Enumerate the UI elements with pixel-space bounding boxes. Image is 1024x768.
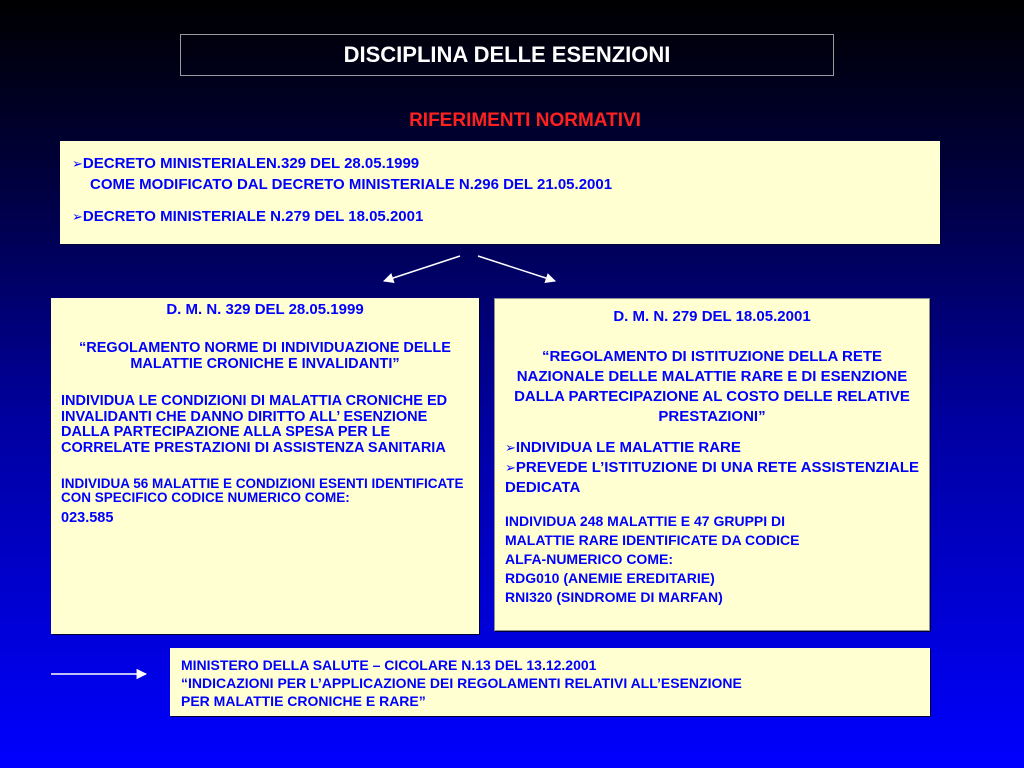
reference-text-1: DECRETO MINISTERIALEN.329 DEL 28.05.1999 <box>82 155 420 172</box>
dm-329-description: INDIVIDUA LE CONDIZIONI DI MALATTIA CRONICHE ED INVALIDANTI CHE DANNO DIRITTO ALL’ ESENZIONE DALLA PARTECIPAZIONE ALLA SPESA PER LE CORRELATE PRESTAZIONI DI ASSISTENZA SANITARIA <box>61 393 448 456</box>
reference-text-3: DECRETO MINISTERIALE N.279 DEL 18.05.2001 <box>82 208 424 225</box>
dm-279-bullet-2-text: PREVEDE L’ISTITUZIONE DI UNA RETE ASSISTENZIALE DEDICATA <box>505 459 920 496</box>
arrow-bullet-icon: ➢ <box>505 440 516 455</box>
section-subtitle: RIFERIMENTI NORMATIVI <box>409 110 641 131</box>
dm-279-count-line-1: INDIVIDUA 248 MALATTIE E 47 GRUPPI DI <box>505 513 786 529</box>
arrow-right-icon <box>478 256 555 281</box>
dm-279-box <box>494 298 930 631</box>
dm-329-heading: D. M. N. 329 DEL 28.05.1999 <box>166 301 364 318</box>
arrow-left-icon <box>384 256 460 281</box>
dm-279-count-line-3: ALFA-NUMERICO COME: <box>505 551 673 567</box>
dm-279-code-2: RNI320 (SINDROME DI MARFAN) <box>505 589 723 605</box>
arrow-bullet-icon: ➢ <box>72 156 83 171</box>
dm-279-bullet-1 <box>505 438 919 458</box>
circular-line-2: “INDICAZIONI PER L’APPLICAZIONE DEI REGOLAMENTI RELATIVI ALL’ESENZIONE <box>181 675 742 691</box>
dm-279-title: “REGOLAMENTO DI ISTITUZIONE DELLA RETE NAZIONALE DELLE MALATTIE RARE E DI ESENZIONE DALLA PARTECIPAZIONE AL COSTO DELLE RELATIVE PRESTAZIONI” <box>514 348 910 425</box>
circular-line-1: MINISTERO DELLA SALUTE – CICOLARE N.13 DEL 13.12.2001 <box>181 657 597 673</box>
dm-329-title: “REGOLAMENTO NORME DI INDIVIDUAZIONE DELLE MALATTIE CRONICHE E INVALIDANTI” <box>79 340 451 372</box>
reference-text-2: COME MODIFICATO DAL DECRETO MINISTERIALE N.296 DEL 21.05.2001 <box>90 176 613 193</box>
dm-329-code: 023.585 <box>61 510 114 526</box>
arrow-bullet-icon: ➢ <box>505 460 516 475</box>
circular-line-3: PER MALATTIE CRONICHE E RARE” <box>181 693 426 709</box>
slide-title-text: DISCIPLINA DELLE ESENZIONI <box>343 42 671 67</box>
dm-329-box <box>51 298 479 634</box>
circular-box <box>170 648 930 716</box>
dm-329-count: INDIVIDUA 56 MALATTIE E CONDIZIONI ESENTI IDENTIFICATE CON SPECIFICO CODICE NUMERICO COME: <box>61 476 464 505</box>
dm-279-bullet-2 <box>505 458 919 498</box>
dm-279-code-1: RDG010 (ANEMIE EREDITARIE) <box>505 570 715 586</box>
dm-279-bullet-1-text: INDIVIDUA LE MALATTIE RARE <box>515 439 741 456</box>
dm-279-heading: D. M. N. 279 DEL 18.05.2001 <box>613 308 811 325</box>
arrow-bullet-icon: ➢ <box>72 209 83 224</box>
dm-279-count-line-2: MALATTIE RARE IDENTIFICATE DA CODICE <box>505 532 800 548</box>
